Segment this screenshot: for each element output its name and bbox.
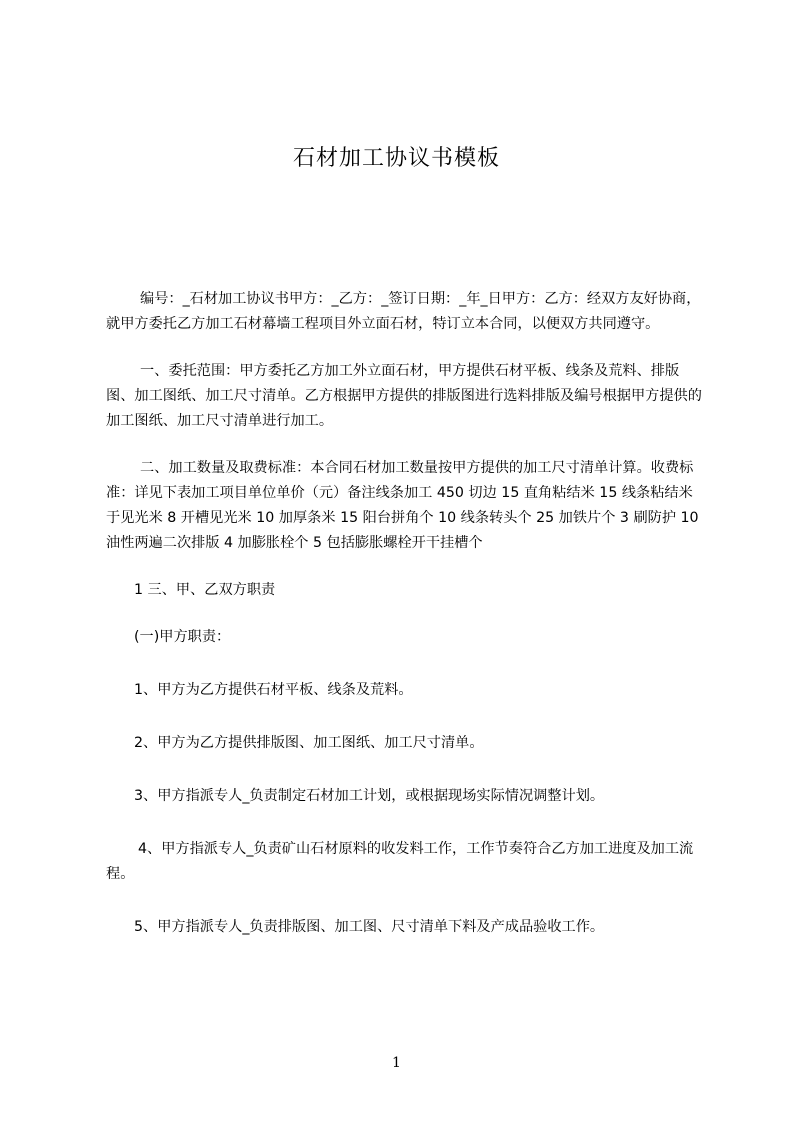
page-number: 1: [392, 1055, 401, 1071]
document-title: 石材加工协议书模板: [292, 146, 500, 171]
paragraph-intro: 编号：_石材加工协议书甲方：_乙方：_签订日期：_年_日甲方：乙方：经双方友好协商，就甲方委托乙方加工石材幕墙工程项目外立面石材，特订立本合同，以便双方共同遵守。: [106, 291, 701, 332]
duty-item-2: 2、甲方为乙方提供排版图、加工图纸、加工尺寸清单。: [134, 735, 484, 751]
duty-item-5: 5、甲方指派专人_负责排版图、加工图、尺寸清单下料及产成品验收工作。: [134, 919, 605, 935]
document-body: [106, 287, 706, 940]
section-heading-duties: 1 三、甲、乙双方职责: [134, 582, 276, 598]
duty-item-4: 4、甲方指派专人_负责矿山石材原料的收发料工作，工作节奏符合乙方加工进度及加工流程。: [106, 841, 694, 882]
duty-item-3: 3、甲方指派专人_负责制定石材加工计划，或根据现场实际情况调整计划。: [134, 788, 605, 804]
paragraph-quantity-fees: 二、加工数量及取费标准：本合同石材加工数量按甲方提供的加工尺寸清单计算。收费标准：详见下表加工项目单位单价（元）备注线条加工 450 切边 15 直角粘结米 15 线条粘结米于见光米 8 开槽见光米 10 加厚条米 15 阳台拼角个 10 线条转头个 25 加铁片个 3 刷防护 10 油性两遍二次排版 4 加膨胀栓个 5 包括膨胀螺栓开干挂槽个: [106, 460, 699, 551]
paragraph-scope: 一、委托范围：甲方委托乙方加工外立面石材，甲方提供石材平板、线条及荒料、排版图、加工图纸、加工尺寸清单。乙方根据甲方提供的排版图进行选料排版及编号根据甲方提供的加工图纸、加工尺寸清单进行加工。: [106, 363, 702, 429]
duty-item-1: 1、甲方为乙方提供石材平板、线条及荒料。: [134, 682, 413, 698]
subsection-heading-party-a: (一)甲方职责：: [134, 629, 231, 645]
